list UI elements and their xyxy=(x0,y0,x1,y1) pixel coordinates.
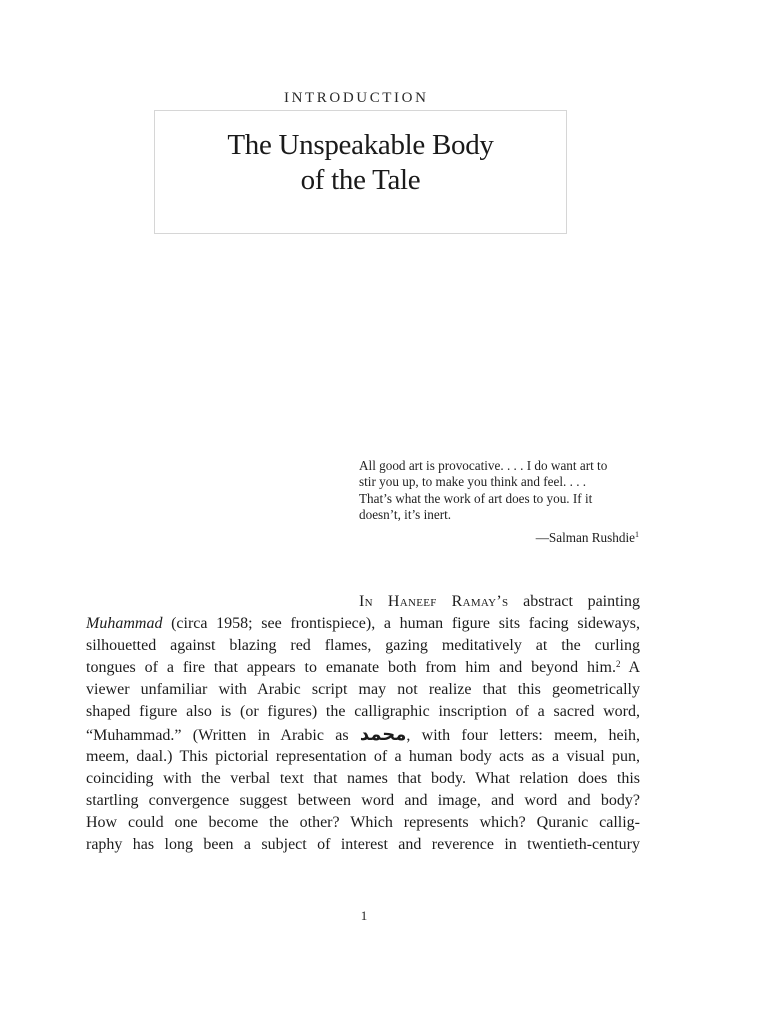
body-line xyxy=(86,657,640,679)
body-line-text: coinciding with the verbal text that names that body. What relation does this xyxy=(86,769,640,787)
body-line-text: silhouetted against blazing red flames, gazing meditatively at the curling xyxy=(86,637,640,655)
opening-small-caps: In Haneef Ramay’s xyxy=(359,593,509,610)
body-line-text: tongues of a fire that appears to emanate both from him and beyond him. xyxy=(86,659,616,677)
body-line-text: viewer unfamiliar with Arabic script may not realize that this geometrically xyxy=(86,681,640,699)
epigraph-attribution xyxy=(536,530,639,546)
body-line xyxy=(86,679,640,701)
body-line xyxy=(86,635,640,657)
chapter-title xyxy=(154,128,567,198)
page-number: 1 xyxy=(360,908,368,923)
body-line xyxy=(86,790,640,812)
body-text xyxy=(86,591,640,856)
body-line-text: meem, daal.) This pictorial representation of a human body acts as a visual pun, xyxy=(86,747,640,765)
body-line-text: How could one become the other? Which represents which? Quranic callig- xyxy=(86,813,640,831)
body-line xyxy=(86,613,640,635)
body-line xyxy=(86,701,640,723)
body-line-text: raphy has long been a subject of interest and reverence in twentieth-century xyxy=(86,836,640,854)
body-line-text: abstract painting xyxy=(508,593,640,610)
body-line-text: “Muhammad.” (Written in Arabic as xyxy=(86,726,360,744)
body-line xyxy=(86,768,640,790)
body-line xyxy=(86,724,640,746)
body-line-text: A xyxy=(620,659,641,677)
section-label: INTRODUCTION xyxy=(284,90,429,106)
epigraph-line: doesn’t, it’s inert. xyxy=(359,507,452,523)
epigraph-line: That’s what the work of art does to you. If it xyxy=(359,490,593,506)
body-line xyxy=(86,746,640,768)
chapter-title-line: The Unspeakable Body xyxy=(227,129,494,161)
body-line xyxy=(86,834,640,856)
body-line xyxy=(86,591,640,613)
footnote-ref[interactable]: 2 xyxy=(615,659,621,670)
chapter-title-line: of the Tale xyxy=(300,164,421,196)
attribution-text: —Salman Rushdie xyxy=(535,530,635,545)
arabic-calligraphy: محمد xyxy=(359,723,407,745)
epigraph xyxy=(359,458,643,524)
footnote-ref[interactable]: 1 xyxy=(635,530,639,539)
body-line-text: startling convergence suggest between word and image, and word and body? xyxy=(86,791,640,809)
artwork-title: Muhammad xyxy=(86,615,163,633)
body-line xyxy=(86,812,640,834)
epigraph-line: stir you up, to make you think and feel. . . . xyxy=(359,474,587,490)
epigraph-line: All good art is provocative. . . . I do want art to xyxy=(359,458,608,473)
body-line-text: (circa 1958; see frontispiece), a human figure sits facing sideways, xyxy=(162,615,640,633)
body-line-text: shaped figure also is (or figures) the calligraphic inscription of a sacred word, xyxy=(86,703,640,721)
body-line-text: , with four letters: meem, heih, xyxy=(406,726,641,744)
